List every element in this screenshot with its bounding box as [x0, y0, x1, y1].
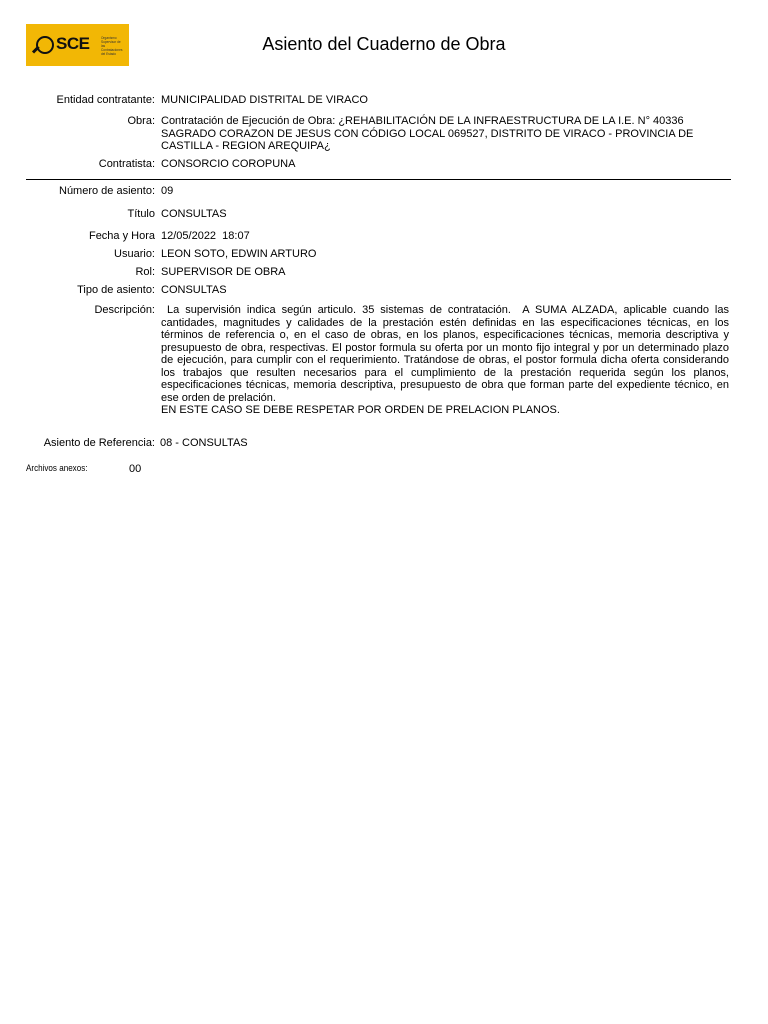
anexos-value: 00 [129, 463, 142, 475]
fecha-value: 12/05/2022 18:07 [161, 230, 250, 242]
divider [26, 179, 731, 180]
tipo-value: CONSULTAS [161, 284, 227, 296]
entidad-value: MUNICIPALIDAD DISTRITAL DE VIRACO [161, 94, 368, 106]
contratista-value: CONSORCIO COROPUNA [161, 158, 296, 170]
descripcion-paragraph: La supervisión indica según articulo. 35 sistemas de contratación. A SUMA ALZADA, aplicable cuando las cantidades, magnitudes y calidades de la prestación estén definidas en las especificaciones técnicas, en los términos de referencia o, en el caso de obras, en los planos, especificaciones técnicas, memoria descriptiva y presupuesto de obra, respectivas. El postor formula su oferta por un monto fijo integral y por un determinado plazo de ejecución, para cumplir con el requerimiento. Tratándose de obras, el postor formula dicha oferta considerando los trabajos que resulten necesarios para el cumplimiento de la prestación requerida según los planos, especificaciones técnicas, memoria descriptiva, presupuesto de obra que forman parte del expediente técnico, en ese orden de prelación. [161, 304, 733, 404]
obra-label: Obra: [127, 115, 155, 127]
referencia-value: 08 - CONSULTAS [160, 437, 248, 449]
descripcion-conclusion: EN ESTE CASO SE DEBE RESPETAR POR ORDEN DE PRELACION PLANOS. [161, 404, 560, 416]
page-title: Asiento del Cuaderno de Obra [262, 34, 506, 54]
contratista-label: Contratista: [98, 158, 155, 170]
entidad-label: Entidad contratante: [56, 94, 155, 106]
numero-label: Número de asiento: [59, 185, 155, 197]
anexos-label: Archivos anexos: [26, 463, 88, 474]
obra-value: Contratación de Ejecución de Obra: ¿REHABILITACIÓN DE LA INFRAESTRUCTURA DE LA I.E. N° 40336 SAGRADO CORAZON DE JESUS CON CÓDIGO LOCAL 069527, DISTRITO DE VIRACO - PROVINCIA DE CASTILLA - REGION AREQUIPA¿ [161, 115, 694, 152]
numero-value: 09 [161, 185, 174, 197]
titulo-label: Título [127, 208, 155, 220]
logo-tagline: Organismo Supervisor de las Contrataciones del Estado [101, 36, 123, 56]
usuario-label: Usuario: [114, 248, 155, 260]
descripcion-value [161, 304, 733, 417]
tipo-label: Tipo de asiento: [77, 284, 155, 296]
rol-value: SUPERVISOR DE OBRA [161, 266, 286, 278]
titulo-value: CONSULTAS [161, 208, 227, 220]
descripcion-label: Descripción: [94, 304, 155, 316]
usuario-value: LEON SOTO, EDWIN ARTURO [161, 248, 317, 260]
referencia-label: Asiento de Referencia: [43, 437, 155, 449]
logo-wordmark: SCE [56, 34, 90, 53]
fecha-label: Fecha y Hora [88, 230, 155, 242]
rol-label: Rol: [135, 266, 155, 278]
